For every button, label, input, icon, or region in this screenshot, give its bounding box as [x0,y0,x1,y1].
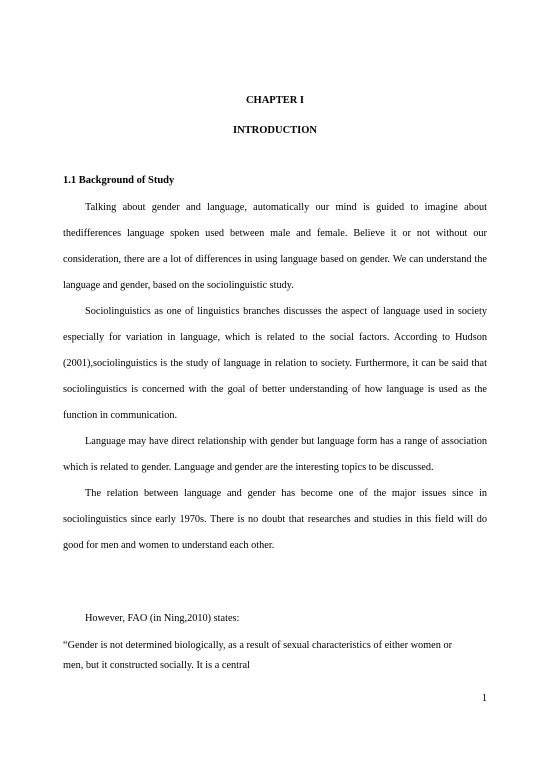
page-number: 1 [481,693,487,704]
paragraph-4: The relation between language and gender has become one of the major issues since in sociolinguistics since early 1970s. There is no doubt that researches and studies in this field will do good for men and women to understand each other. [63,488,487,551]
section-heading: 1.1 Background of Study [63,175,175,186]
body-text [63,195,487,559]
chapter-number: CHAPTER I [245,95,305,106]
chapter-title: INTRODUCTION [232,125,317,136]
quote-intro: However, FAO (in Ning,2010) states: [85,613,240,624]
paragraph-1: Talking about gender and language, automatically our mind is guided to imagine about thedifferences language spoken used between male and female. Believe it or not without our consideration, there are a lot of differences in using language based on gender. We can understand the language and gender, based on the sociolinguistic study. [63,202,487,291]
block-quote: “Gender is not determined biologically, as a result of sexual characteristics of either women or men, but it constructed socially. It is a central [63,640,453,671]
paragraph-2: Sociolinguistics as one of linguistics branches discusses the aspect of language used in society especially for variation in language, which is related to the social factors. According to Hudson (2001),sociolinguistics is the study of language in relation to society. Furthermore, it can be said that sociolinguistics is concerned with the goal of better understanding of how language is used as the function in communication. [63,306,487,421]
paragraph-3: Language may have direct relationship with gender but language form has a range of association which is related to gender. Language and gender are the interesting topics to be discussed. [63,436,487,473]
